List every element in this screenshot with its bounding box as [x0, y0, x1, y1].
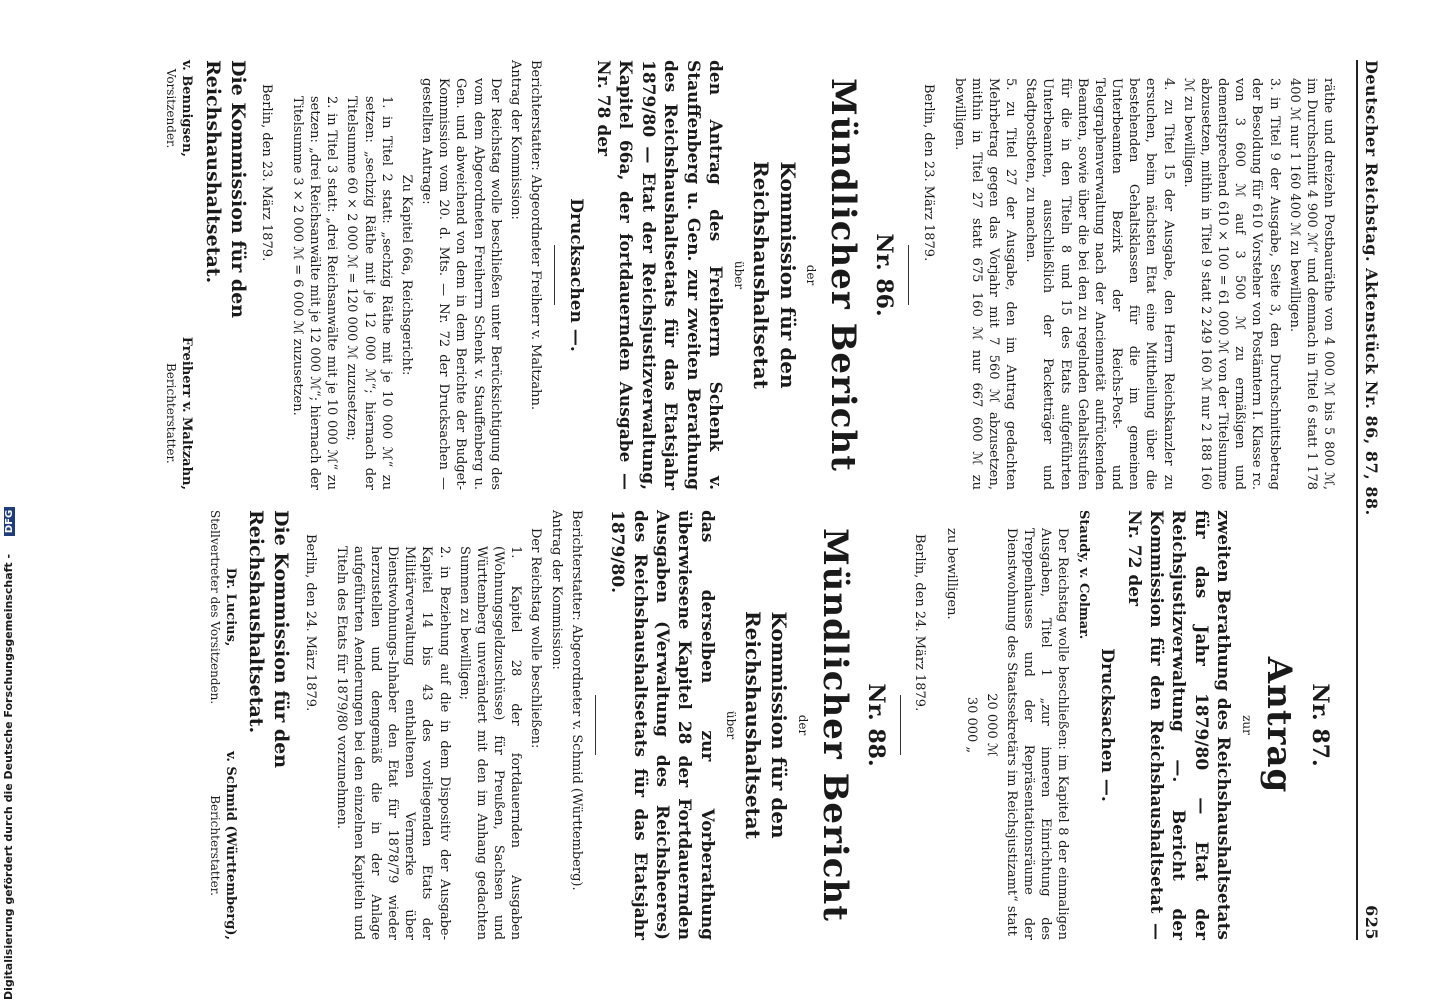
ueber-label: über: [731, 260, 746, 290]
signature-name: v. Bennigsen,: [179, 60, 195, 158]
kommission-heading-86: Die Kommission für den Reichshaushaltsetat.: [201, 60, 249, 319]
signature-name: Freiherr v. Maltzahn,: [179, 336, 195, 490]
section-divider: [595, 695, 596, 755]
section-subtitle-88: Kommission für den Reichshaushaltsetat: [741, 611, 792, 839]
list-item: 1. Kapitel 28 der fortdauernden Ausgaben (Wohnungsgeldzuschüsse) für Preußen, Sachsen und Württemberg unverändert mit den im Anhang gedachten Summen zu bewilligen;: [456, 546, 524, 940]
section-number-86: Nr. 86.: [871, 233, 898, 317]
section-title-86: Mündlicher Bericht: [823, 78, 864, 472]
signatures-86: [163, 60, 196, 490]
signature-left: [206, 510, 239, 704]
signature-role: Vorsitzender.: [164, 68, 179, 149]
date-87: Berlin, den 24. März 1879.: [912, 534, 928, 712]
signature-left: [163, 60, 196, 157]
continued-item-4: 4. zu Titel 15 der Ausgabe, den Herrn Reichskanzler zu ersuchen, beim nächsten Etat eine Mittheilung über die bestehenden Gehaltsklassen für die im gemeinen Unterbeamten Bezirk der Reichs-Post- und Telegraphenverwaltung nach der Anciennetät aufrückenden Beamten, sowie über die bei den zu regelnden Gehaltsstufen für die in den Titeln 8 und 15 des Etats aufgeführten Unterbeamten, ausschließlich der Packetträger und Stadtpostboten, zu machen.: [1023, 78, 1176, 490]
zu-kapitel-86: Zu Kapitel 66a, Reichsgericht:: [398, 174, 414, 376]
list-item: 2. in Titel 3 statt: „drei Reichsanwälte mit je 10 000 ℳ“ zu setzen: „drei Reichsanwälte mit je 12 000 ℳ“; hiernach der Titelsumme 3 × 2 000 ℳ = 6 000 ℳ zuzusetzen.: [289, 96, 340, 490]
section-title-88: Mündlicher Bericht: [815, 528, 856, 922]
section-body-87: zweiten Berathung des Reichshaushaltsetats für das Jahr 1879/80 — Etat der Reichsjustizverwaltung —. Bericht der Kommission für den Reichshaushaltsetat — Nr. 72 der: [1123, 510, 1234, 940]
zu-bewilligen-87: zu bewilligen.: [943, 528, 959, 620]
beschluss-text-88: Der Reichstag wolle beschließen:: [528, 528, 544, 749]
signature-role: Berichterstatter.: [164, 362, 179, 464]
antrag-der-kommission-86: Antrag der Kommission:: [507, 60, 523, 220]
section-title-87: Antrag: [1258, 656, 1299, 794]
section-number-87: Nr. 87.: [1307, 683, 1333, 767]
footer-text: Digitalisierung gefördert durch die Deutsche Forschungsgemeinschaft -: [2, 553, 15, 1000]
zur-label: zur: [1240, 715, 1255, 735]
running-head: [1356, 60, 1382, 940]
berichterstatter-88: Berichterstatter: Abgeordneter v. Schmid (Württemberg).: [568, 510, 584, 891]
digitization-footer: [2, 0, 22, 1000]
kommission-heading-88: Die Kommission für den Reichshaushaltsetat.: [245, 510, 293, 769]
signature-role: Berichterstatter.: [208, 795, 223, 896]
running-head-title: Deutscher Reichstag. Aktenstück Nr. 86, 87, 88.: [1362, 60, 1381, 516]
drucksachen-87: Drucksachen —.: [1097, 648, 1118, 802]
ueber-label: über: [723, 710, 738, 740]
section-divider: [900, 695, 901, 755]
signature-role: Stellvertreter des Vorsitzenden.: [208, 510, 223, 705]
der-label: der: [804, 264, 819, 286]
continued-item-5: 5. zu Titel 27 der Ausgabe, den im Antrag gedachten Mehrbetrag gegen das Vorjahr mit 7 560 ℳ abzusetzen, mithin in Titel 27 statt 675 160 ℳ nur 667 600 ℳ zu bewilligen.: [951, 78, 1019, 490]
section-divider: [554, 245, 555, 305]
date-86: Berlin, den 23. März 1879.: [258, 84, 274, 262]
der-label: der: [796, 714, 811, 736]
amount-old: 20 000 ℳ: [983, 693, 999, 757]
date-88: Berlin, den 24. März 1879.: [302, 534, 318, 712]
amount-new: 30 000 „: [963, 696, 979, 754]
antrag-der-kommission-88: Antrag der Kommission:: [548, 510, 564, 670]
signature-name: v. Schmid (Württemberg),: [223, 751, 239, 940]
antrag-text-87: Der Reichstag wolle beschließen: im Kapitel 8 der einmaligen Ausgaben, Titel 1 „zur inneren Einrichtung des Treppenhauses und der Repräsentationsräume der Dienstwohnung des Staatssekretärs im Reichsjustizamt“ statt: [1004, 528, 1071, 940]
signature-name: Dr. Lucius,: [223, 567, 239, 647]
berichterstatter-86: Berichterstatter: Abgeordneter Freiherr v. Maltzahn.: [528, 60, 543, 411]
signature-right: [206, 751, 239, 940]
section-number-88: Nr. 88.: [863, 683, 890, 767]
continued-date: Berlin, den 23. März 1879.: [920, 84, 936, 262]
section-subtitle-86: Kommission für den Reichshaushaltsetat: [749, 161, 800, 389]
section-body-88: das derselben zur Vorberathung überwiesene Kapitel 28 der Fortdauernden Ausgaben (Verwaltung des Reichsheeres) des Reichshaushaltsetats für das Etatsjahr 1879/80.: [607, 510, 717, 940]
signatures-88: [206, 510, 239, 940]
continued-paragraph: räthe und dreizehn Postbauräthe von 4 000 ℳ bis 5 800 ℳ, im Durchschnitt 4 900 ℳ“ und demnach in Titel 6 statt 1 178 400 ℳ nur 1 160 400 ℳ zu bewilligen.: [1286, 78, 1336, 490]
drucksachen-86: Drucksachen —.: [566, 198, 587, 352]
section-body-86: den Antrag des Freiherrn Schenk v. Stauffenberg u. Gen. zur zweiten Berathung des Reichshaushaltsetats für das Etatsjahr 1879/80 — Etat der Reichsjustizverwaltung, Kapitel 66a, der fortdauernden Ausgabe — Nr. 78 der: [592, 60, 726, 490]
section-divider: [908, 245, 909, 305]
right-column: [202, 510, 1340, 940]
list-item: 2. in Beziehung auf die in dem Dispositiv der Ausgabe-Kapitel 14 bis 43 des vorliegenden Etats der Militärverwaltung enthaltenen Vermerke über Dienstwohnungs-Inhaber den Etat für 1878/79 wieder herzustellen und demgemäß die in der Anlage aufgeführten Aenderungen bei den einzelnen Kapiteln und Titeln des Etats für 1879/80 vorzunehmen.: [333, 546, 452, 940]
left-column: [159, 60, 1340, 490]
list-item: 1. in Titel 2 statt: „sechzig Räthe mit je 10 000 ℳ“ zu setzen: „sechzig Räthe mit je 12 000 ℳ“; hiernach der Titelsumme 60 × 2 000 ℳ = 120 000 ℳ zuzusetzen;: [344, 96, 394, 490]
page-number: 625: [1362, 905, 1381, 940]
beschluss-text-86: Der Reichstag wolle beschließen unter Berücksichtigung des vom dem Abgeordneten Freiherrn Schenk v. Stauffenberg u. Gen. und abweichend von dem in dem Berichte der Budget-Kommission vom 20. d. Mts. — Nr. 72 der Drucksachen — gestellten Antrage:: [419, 78, 503, 490]
signature-right: [163, 337, 196, 490]
continued-item-3: 3. in Titel 9 der Ausgabe, Seite 3, den Durchschnittsbetrag der Besoldung für 610 Vorsteher von Postämtern I. Klasse rc. von 3 600 ℳ auf 3 500 ℳ zu ermäßigen und dementsprechend 610 × 100 = 61 000 ℳ von der Titelsumme abzusetzen, mithin in Titel 9 statt 2 249 160 ℳ nur 2 188 160 ℳ zu bewilligen.: [1180, 78, 1282, 490]
dfg-logo: DFG: [4, 507, 15, 536]
antrag-author-87: Staudy, v. Colmar.: [1075, 510, 1091, 640]
